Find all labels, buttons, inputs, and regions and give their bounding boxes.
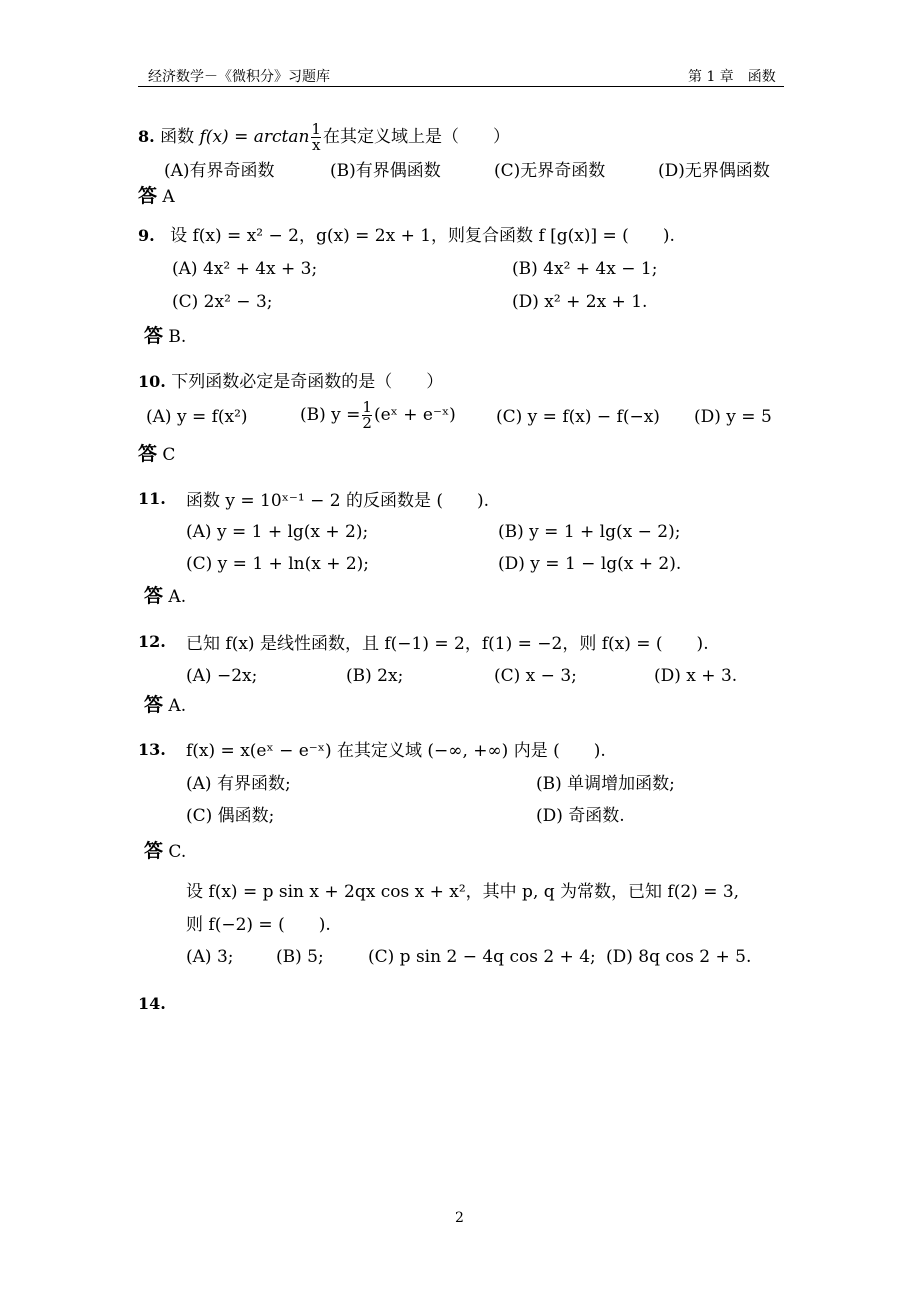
question-suffix: 在其定义域上是（ ） — [322, 127, 510, 147]
answer-value: A. — [168, 696, 187, 716]
q9-answer — [144, 326, 186, 347]
answer-value: A. — [168, 587, 187, 607]
q14-option-c: (C) p sin 2 − 4q cos 2 + 4; — [368, 947, 596, 967]
q14-option-d: (D) 8q cos 2 + 5. — [606, 947, 752, 967]
q10-answer — [138, 444, 175, 465]
question-8 — [138, 122, 510, 153]
q10-option-c: (C) y = f(x) − f(−x) — [496, 407, 660, 427]
fraction-denominator: 2 — [362, 414, 372, 432]
q12-option-c: (C) x − 3; — [494, 666, 577, 686]
q11-answer — [144, 586, 186, 607]
q8-option-d: (D)无界偶函数 — [658, 161, 770, 181]
question-prefix: 函数 — [160, 127, 195, 147]
answer-mark: 答 — [144, 325, 164, 347]
question-14 — [138, 994, 166, 1014]
q8-option-c: (C)无界奇函数 — [494, 161, 606, 181]
q12-option-a: (A) −2x; — [186, 666, 258, 686]
q13-option-d: (D) 奇函数. — [536, 806, 625, 826]
q9-option-b: (B) 4x² + 4x − 1; — [512, 259, 658, 279]
answer-mark: 答 — [144, 585, 164, 607]
q12-stem: 已知 f(x) 是线性函数，且 f(−1) = 2，f(1) = −2，则 f(x) = ( ). — [186, 634, 709, 654]
q13-option-c: (C) 偶函数; — [186, 806, 275, 826]
q9-option-d: (D) x² + 2x + 1. — [512, 292, 648, 312]
fraction-numerator: 1 — [362, 398, 372, 416]
q11-option-d: (D) y = 1 − lg(x + 2). — [498, 554, 682, 574]
question-11 — [138, 489, 166, 509]
answer-value: C — [162, 445, 176, 465]
question-number: 14. — [138, 994, 166, 1013]
question-12 — [138, 632, 166, 652]
q8-option-a: (A)有界奇函数 — [164, 161, 275, 181]
q14-option-a: (A) 3; — [186, 947, 234, 967]
question-number: 9. — [138, 226, 155, 245]
q12-answer — [144, 695, 186, 716]
answer-mark: 答 — [138, 185, 158, 207]
q9-option-c: (C) 2x² − 3; — [172, 292, 273, 312]
q12-option-b: (B) 2x; — [346, 666, 404, 686]
question-number: 10. — [138, 372, 166, 391]
q9-option-a: (A) 4x² + 4x + 3; — [172, 259, 318, 279]
question-number: 8. — [138, 127, 155, 146]
q13-option-b: (B) 单调增加函数; — [536, 774, 675, 794]
q8-option-b: (B)有界偶函数 — [330, 161, 441, 181]
header-rule — [138, 86, 784, 87]
answer-mark: 答 — [144, 694, 164, 716]
q14-stem-line-2: 则 f(−2) = ( ). — [186, 915, 331, 935]
answer-value: B. — [168, 327, 187, 347]
running-header-title: 经济数学－《微积分》习题库 — [148, 69, 330, 85]
answer-mark: 答 — [138, 443, 158, 465]
q10-option-a: (A) y = f(x²) — [146, 407, 248, 427]
page-number: 2 — [455, 1210, 464, 1226]
q11-stem: 函数 y = 10ˣ⁻¹ − 2 的反函数是 ( ). — [186, 491, 490, 511]
question-number: 11. — [138, 489, 166, 508]
question-stem: 下列函数必定是奇函数的是（ ） — [171, 372, 444, 392]
q13-stem: f(x) = x(eˣ − e⁻ˣ) 在其定义域 (−∞, +∞) 内是 ( ). — [186, 741, 606, 761]
q10-option-d: (D) y = 5 — [694, 407, 772, 427]
q8-answer — [138, 186, 175, 207]
running-header-chapter: 第 1 章 函数 — [688, 69, 776, 85]
q14-option-b: (B) 5; — [276, 947, 324, 967]
question-formula: f(x) = arctan — [199, 127, 310, 147]
q11-option-c: (C) y = 1 + ln(x + 2); — [186, 554, 370, 574]
question-number: 12. — [138, 632, 166, 651]
q11-option-a: (A) y = 1 + lg(x + 2); — [186, 522, 369, 542]
answer-value: A — [162, 187, 175, 207]
fraction — [311, 122, 321, 153]
question-13 — [138, 740, 166, 760]
answer-mark: 答 — [144, 840, 164, 862]
answer-value: C. — [168, 842, 187, 862]
fraction — [362, 400, 372, 431]
question-9 — [138, 226, 675, 246]
q13-option-a: (A) 有界函数; — [186, 774, 291, 794]
fraction-numerator: 1 — [311, 120, 321, 138]
q10-option-b — [300, 400, 456, 431]
q13-answer — [144, 841, 186, 862]
q14-stem-line-1: 设 f(x) = p sin x + 2qx cos x + x²，其中 p, q 为常数，已知 f(2) = 3, — [186, 882, 740, 902]
option-suffix: (eˣ + e⁻ˣ) — [373, 405, 456, 425]
fraction-denominator: x — [311, 136, 321, 154]
option-prefix: (B) y = — [300, 405, 361, 425]
question-number: 13. — [138, 740, 166, 759]
question-stem: 设 f(x) = x² − 2，g(x) = 2x + 1，则复合函数 f [g(x)] = ( ). — [170, 226, 675, 246]
q12-option-d: (D) x + 3. — [654, 666, 738, 686]
q11-option-b: (B) y = 1 + lg(x − 2); — [498, 522, 681, 542]
question-10 — [138, 372, 443, 392]
